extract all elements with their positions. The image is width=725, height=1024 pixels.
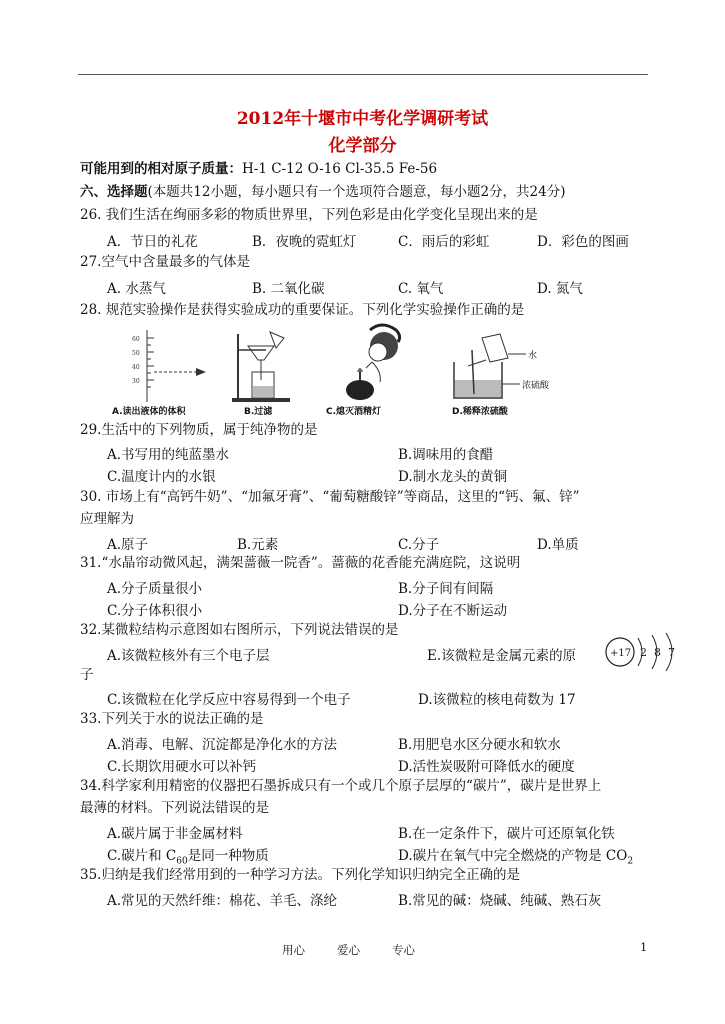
q33-stem: 33.下列关于水的说法正确的是 (80, 711, 264, 727)
section-header (80, 183, 565, 201)
q34-option-a: A.碳片属于非金属材料 (107, 826, 243, 842)
tick-50: 50 (132, 350, 140, 357)
q35-option-b: B.常见的碱：烧碱、纯碱、熟石灰 (398, 893, 602, 909)
q34-stem: 34.科学家利用精密的仪器把石墨拆成只有一个或几个原子层厚的“碳片”，碳片是世界上 (80, 778, 602, 794)
q35-stem: 35.归纳是我们经常用到的一种学习方法。下列化学知识归纳完全正确的是 (80, 867, 520, 883)
q32-option-b-wrap: 子 (80, 667, 94, 683)
q27-stem: 27.空气中含量最多的气体是 (80, 254, 250, 270)
q32-option-c: C.该微粒在化学反应中容易得到一个电子 (107, 692, 351, 708)
q34-c-sub: 60 (176, 856, 188, 867)
q34-c-pre: C.碳片和 C (107, 848, 177, 864)
figure-read-volume (112, 328, 212, 418)
q34-c-post: 是同一种物质 (187, 848, 269, 864)
header-rule (78, 74, 648, 75)
section-note: (本题共12小题，每小题只有一个选项符合题意，每小题2分，共24分) (147, 184, 566, 200)
q26-option-a: A．节日的礼花 (107, 234, 198, 250)
caption-b: B.过滤 (244, 407, 273, 417)
page-title: 2012年十堰市中考化学调研考试 (236, 109, 489, 129)
q30-option-b: B.元素 (237, 537, 279, 553)
q31-stem: 31.“水晶帘动微风起，满架蔷薇一院香”。蔷薇的花香能充满庭院，这说明 (80, 555, 521, 571)
q32-option-d: D.该微粒的核电荷数为 17 (418, 692, 576, 708)
alcohol-lamp-icon (322, 322, 422, 404)
q30-stem: 30. 市场上有“高钙牛奶”、“加氟牙膏”、“葡萄糖酸锌”等商品，这里的“钙、氟、锌” (80, 489, 580, 505)
q35-option-a: A.常见的天然纤维：棉花、羊毛、涤纶 (107, 893, 338, 909)
atom-shells-icon (602, 630, 694, 674)
q31-option-c: C.分子体积很小 (107, 603, 203, 619)
figure-dilute-acid (448, 332, 558, 418)
q29-option-c: C.温度计内的水银 (107, 469, 216, 485)
q27-option-c: C. 氧气 (398, 281, 444, 297)
atomic-masses-values: H-1 C-12 O-16 Cl-35.5 Fe-56 (242, 161, 438, 177)
q26-option-d: D．彩色的图画 (537, 234, 629, 250)
q32-option-b: E.该微粒是金属元素的原 (427, 648, 577, 664)
q27-option-b: B. 二氧化碳 (252, 281, 325, 297)
section-label: 六、选择题 (80, 184, 148, 200)
page-subtitle: 化学部分 (328, 136, 397, 156)
caption-d: D.稀释浓硫酸 (452, 407, 508, 417)
page-number: 1 (640, 940, 648, 954)
q26-stem: 26. 我们生活在绚丽多彩的物质世界里，下列色彩是由化学变化呈现出来的是 (80, 207, 538, 223)
q33-option-d: D.活性炭吸附可降低水的硬度 (398, 759, 575, 775)
q30-option-d: D.单质 (537, 537, 579, 553)
q29-option-a: A.书写用的纯蓝墨水 (107, 447, 230, 463)
q33-option-b: B.用肥皂水区分硬水和软水 (398, 737, 561, 753)
q32-option-a: A.该微粒核外有三个电子层 (107, 648, 270, 664)
q30-stem-cont: 应理解为 (80, 511, 134, 527)
q31-option-b: B.分子间有间隔 (398, 581, 494, 597)
footer-word-1: 用心 (282, 943, 305, 957)
q26-option-c: C．雨后的彩虹 (398, 234, 490, 250)
atomic-masses-label: 可能用到的相对原子质量： (80, 161, 242, 177)
label-water: 水 (528, 351, 538, 361)
q26-option-b: B．夜晚的霓虹灯 (252, 234, 357, 250)
tick-60: 60 (132, 336, 140, 343)
q31-option-a: A.分子质量很小 (107, 581, 203, 597)
q29-option-b: B.调味用的食醋 (398, 447, 494, 463)
q32-stem: 32.某微粒结构示意图如右图所示，下列说法错误的是 (80, 622, 399, 638)
q33-option-a: A.消毒、电解、沉淀都是净化水的方法 (107, 737, 338, 753)
q34-d-pre: D.碳片在氧气中完全燃烧的产物是 CO (398, 848, 628, 864)
tick-40: 40 (132, 364, 140, 371)
shell-3-count: 7 (668, 646, 675, 659)
q30-option-a: A.原子 (107, 537, 149, 553)
shell-2-count: 8 (654, 646, 661, 659)
nucleus-charge: +17 (610, 648, 632, 659)
q34-option-d (398, 844, 633, 867)
q34-stem-cont: 最薄的材料。下列说法错误的是 (80, 800, 269, 816)
q27-option-d: D. 氮气 (537, 281, 583, 297)
q29-stem: 29.生活中的下列物质，属于纯净物的是 (80, 422, 318, 438)
q27-option-a: A. 水蒸气 (107, 281, 166, 297)
figure-extinguish-lamp (322, 322, 422, 418)
footer-word-2: 爱心 (337, 943, 360, 957)
filtration-apparatus-icon (230, 328, 300, 404)
footer-word-3: 专心 (392, 943, 415, 957)
q34-option-b: B.在一定条件下，碳片可还原氧化铁 (398, 826, 615, 842)
shell-1-count: 2 (640, 646, 647, 659)
q34-option-c (107, 844, 269, 867)
caption-a: A.读出液体的体积 (112, 407, 186, 417)
q34-d-sub: 2 (627, 856, 634, 867)
q30-option-c: C.分子 (398, 537, 440, 553)
q31-option-d: D.分子在不断运动 (398, 603, 508, 619)
label-conc-acid: 浓硫酸 (522, 381, 550, 391)
atomic-masses (80, 160, 437, 178)
tick-30: 30 (132, 378, 140, 385)
beaker-pouring-icon (448, 332, 558, 402)
q33-option-c: C.长期饮用硬水可以补钙 (107, 759, 257, 775)
q28-stem: 28. 规范实验操作是获得实验成功的重要保证。下列化学实验操作正确的是 (80, 302, 525, 318)
atom-structure-diagram (602, 630, 694, 674)
graduated-cylinder-icon (112, 328, 212, 404)
q29-option-d: D.制水龙头的黄铜 (398, 469, 508, 485)
figure-filtration (230, 328, 300, 418)
caption-c: C.熄灭酒精灯 (326, 407, 382, 417)
